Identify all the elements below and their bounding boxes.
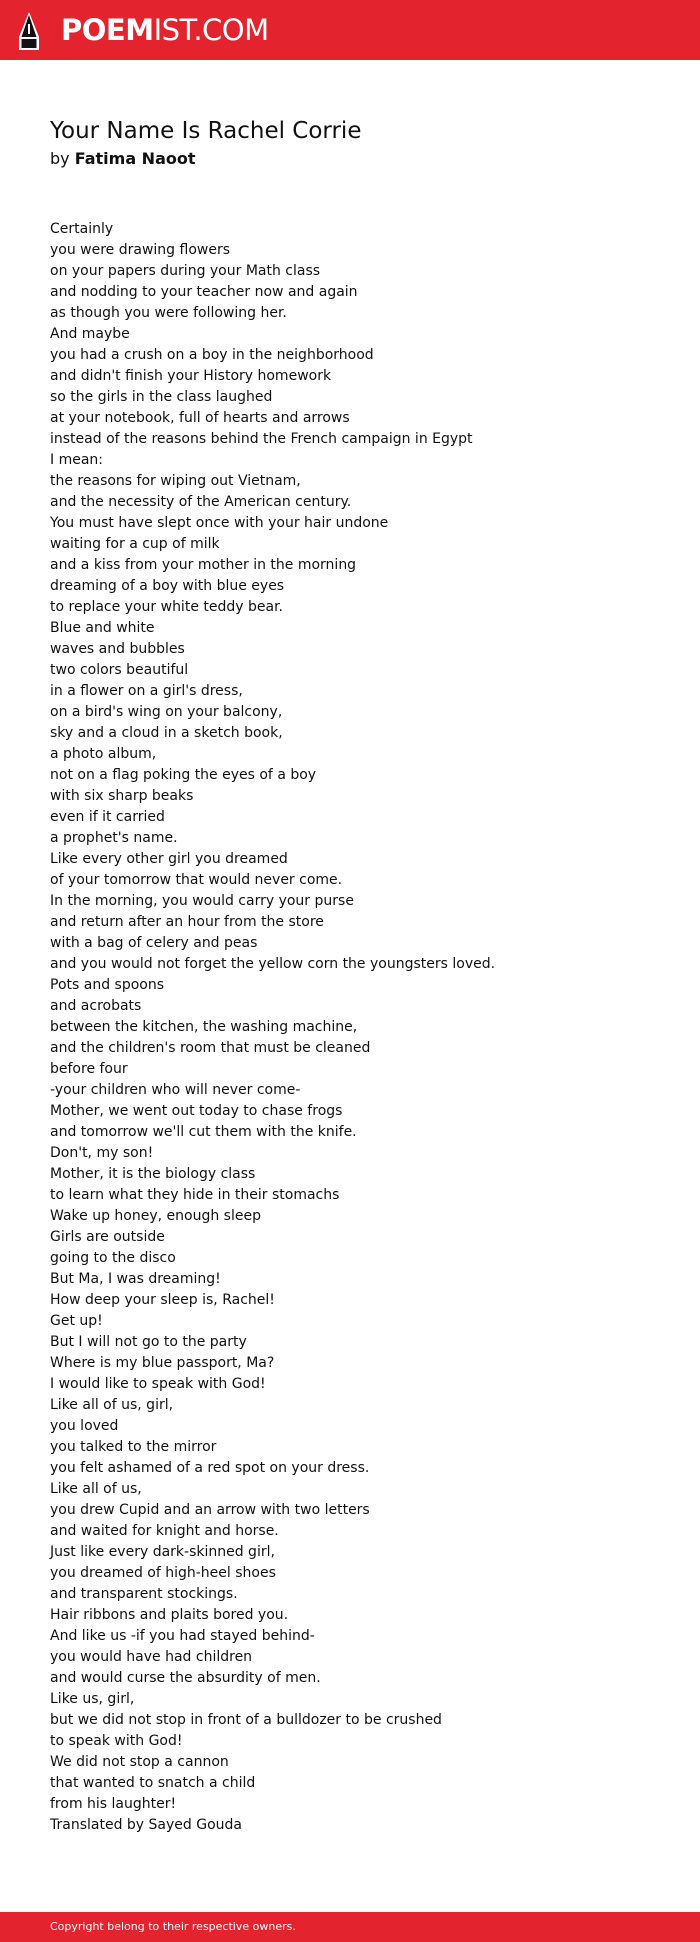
poem-line: even if it carried (50, 809, 165, 825)
poem-line: and the children's room that must be cleaned (50, 1040, 371, 1056)
poem-line: to learn what they hide in their stomachs (50, 1187, 340, 1203)
poem-line: and transparent stockings. (50, 1586, 238, 1602)
poem-line: and would curse the absurdity of men. (50, 1670, 321, 1686)
poem-line: in a flower on a girl's dress, (50, 683, 243, 699)
poem-line: you loved (50, 1418, 119, 1434)
poem-line: Blue and white (50, 620, 155, 636)
poem-line: How deep your sleep is, Rachel! (50, 1292, 275, 1308)
poem-line: and the necessity of the American century. (50, 494, 352, 510)
poem-line: to speak with God! (50, 1733, 183, 1749)
poem-line: a photo album, (50, 746, 157, 762)
poem-line: Girls are outside (50, 1229, 165, 1245)
site-header (0, 0, 700, 60)
poem-line: and you would not forget the yellow corn the youngsters loved. (50, 956, 496, 972)
poem-line: But I will not go to the party (50, 1334, 247, 1350)
poem-line: so the girls in the class laughed (50, 389, 273, 405)
poem-body (50, 219, 495, 1836)
poem-line: not on a flag poking the eyes of a boy (50, 767, 317, 783)
poem-line: And maybe (50, 326, 130, 342)
poem-line: and nodding to your teacher now and again (50, 284, 358, 300)
poem-line: Like us, girl, (50, 1691, 135, 1707)
logo-text-light: IST.COM (153, 13, 269, 47)
site-logo-link[interactable] (61, 11, 269, 49)
poem-line: But Ma, I was dreaming! (50, 1271, 221, 1287)
poem-line: Like all of us, (50, 1481, 142, 1497)
poem-line: In the morning, you would carry your purse (50, 893, 354, 909)
poem-line: that wanted to snatch a child (50, 1775, 256, 1791)
poem-line: waves and bubbles (50, 641, 185, 657)
poem-line: you felt ashamed of a red spot on your dress. (50, 1460, 370, 1476)
poem-line: of your tomorrow that would never come. (50, 872, 343, 888)
author-name: Fatima Naoot (74, 149, 196, 168)
poem-line: between the kitchen, the washing machine, (50, 1019, 358, 1035)
poem-title: Your Name Is Rachel Corrie (50, 118, 362, 144)
poem-line: dreaming of a boy with blue eyes (50, 578, 285, 594)
by-label: by (50, 149, 70, 168)
poem-line: going to the disco (50, 1250, 176, 1266)
poem-line: Mother, it is the biology class (50, 1166, 256, 1182)
poem-line: as though you were following her. (50, 305, 287, 321)
pen-nib-icon[interactable] (17, 11, 41, 51)
poem-line: Like every other girl you dreamed (50, 851, 288, 867)
poem-line: Hair ribbons and plaits bored you. (50, 1607, 289, 1623)
poem-line: and waited for knight and horse. (50, 1523, 279, 1539)
poem-line: the reasons for wiping out Vietnam, (50, 473, 301, 489)
poem-line: Certainly (50, 221, 114, 237)
poem-line: you had a crush on a boy in the neighborhood (50, 347, 374, 363)
poem-line: Don't, my son! (50, 1145, 154, 1161)
poem-line: sky and a cloud in a sketch book, (50, 725, 283, 741)
poem-line: Like all of us, girl, (50, 1397, 174, 1413)
poem-line: I mean: (50, 452, 103, 468)
poem-line: I would like to speak with God! (50, 1376, 266, 1392)
poem-line: Pots and spoons (50, 977, 165, 993)
poem-line: before four (50, 1061, 128, 1077)
poem-line: you drew Cupid and an arrow with two letters (50, 1502, 370, 1518)
byline (50, 148, 196, 170)
site-footer (0, 1912, 700, 1942)
poem-line: on a bird's wing on your balcony, (50, 704, 283, 720)
poem-line: And like us -if you had stayed behind- (50, 1628, 315, 1644)
poem-line: and didn't finish your History homework (50, 368, 332, 384)
poem-line: with a bag of celery and peas (50, 935, 258, 951)
poem-line: you dreamed of high-heel shoes (50, 1565, 276, 1581)
poem-line: waiting for a cup of milk (50, 536, 220, 552)
poem-line: instead of the reasons behind the French campaign in Egypt (50, 431, 473, 447)
poem-line: and a kiss from your mother in the morning (50, 557, 357, 573)
poem-line: and acrobats (50, 998, 142, 1014)
poem-line: We did not stop a cannon (50, 1754, 229, 1770)
poem-line: two colors beautiful (50, 662, 189, 678)
poem-line: you talked to the mirror (50, 1439, 217, 1455)
poem-line: at your notebook, full of hearts and arrows (50, 410, 350, 426)
poem-line: and return after an hour from the store (50, 914, 324, 930)
logo-text-bold: POEM (61, 13, 154, 47)
poem-line: Where is my blue passport, Ma? (50, 1355, 275, 1371)
poem-line: Get up! (50, 1313, 103, 1329)
poem-line: you would have had children (50, 1649, 253, 1665)
poem-line: you were drawing flowers (50, 242, 231, 258)
poem-line: and tomorrow we'll cut them with the knife. (50, 1124, 357, 1140)
poem-line: You must have slept once with your hair undone (50, 515, 389, 531)
poem-line: but we did not stop in front of a bulldozer to be crushed (50, 1712, 442, 1728)
poem-line: from his laughter! (50, 1796, 177, 1812)
poem-line: on your papers during your Math class (50, 263, 321, 279)
poem-line: Just like every dark-skinned girl, (50, 1544, 275, 1560)
copyright-notice: Copyright belong to their respective owners. (50, 1920, 296, 1933)
poem-line: Translated by Sayed Gouda (50, 1817, 242, 1833)
poem-line: a prophet's name. (50, 830, 178, 846)
poem-line: to replace your white teddy bear. (50, 599, 283, 615)
poem-line: -your children who will never come- (50, 1082, 301, 1098)
poem-line: Mother, we went out today to chase frogs (50, 1103, 343, 1119)
poem-line: with six sharp beaks (50, 788, 194, 804)
poem-line: Wake up honey, enough sleep (50, 1208, 261, 1224)
